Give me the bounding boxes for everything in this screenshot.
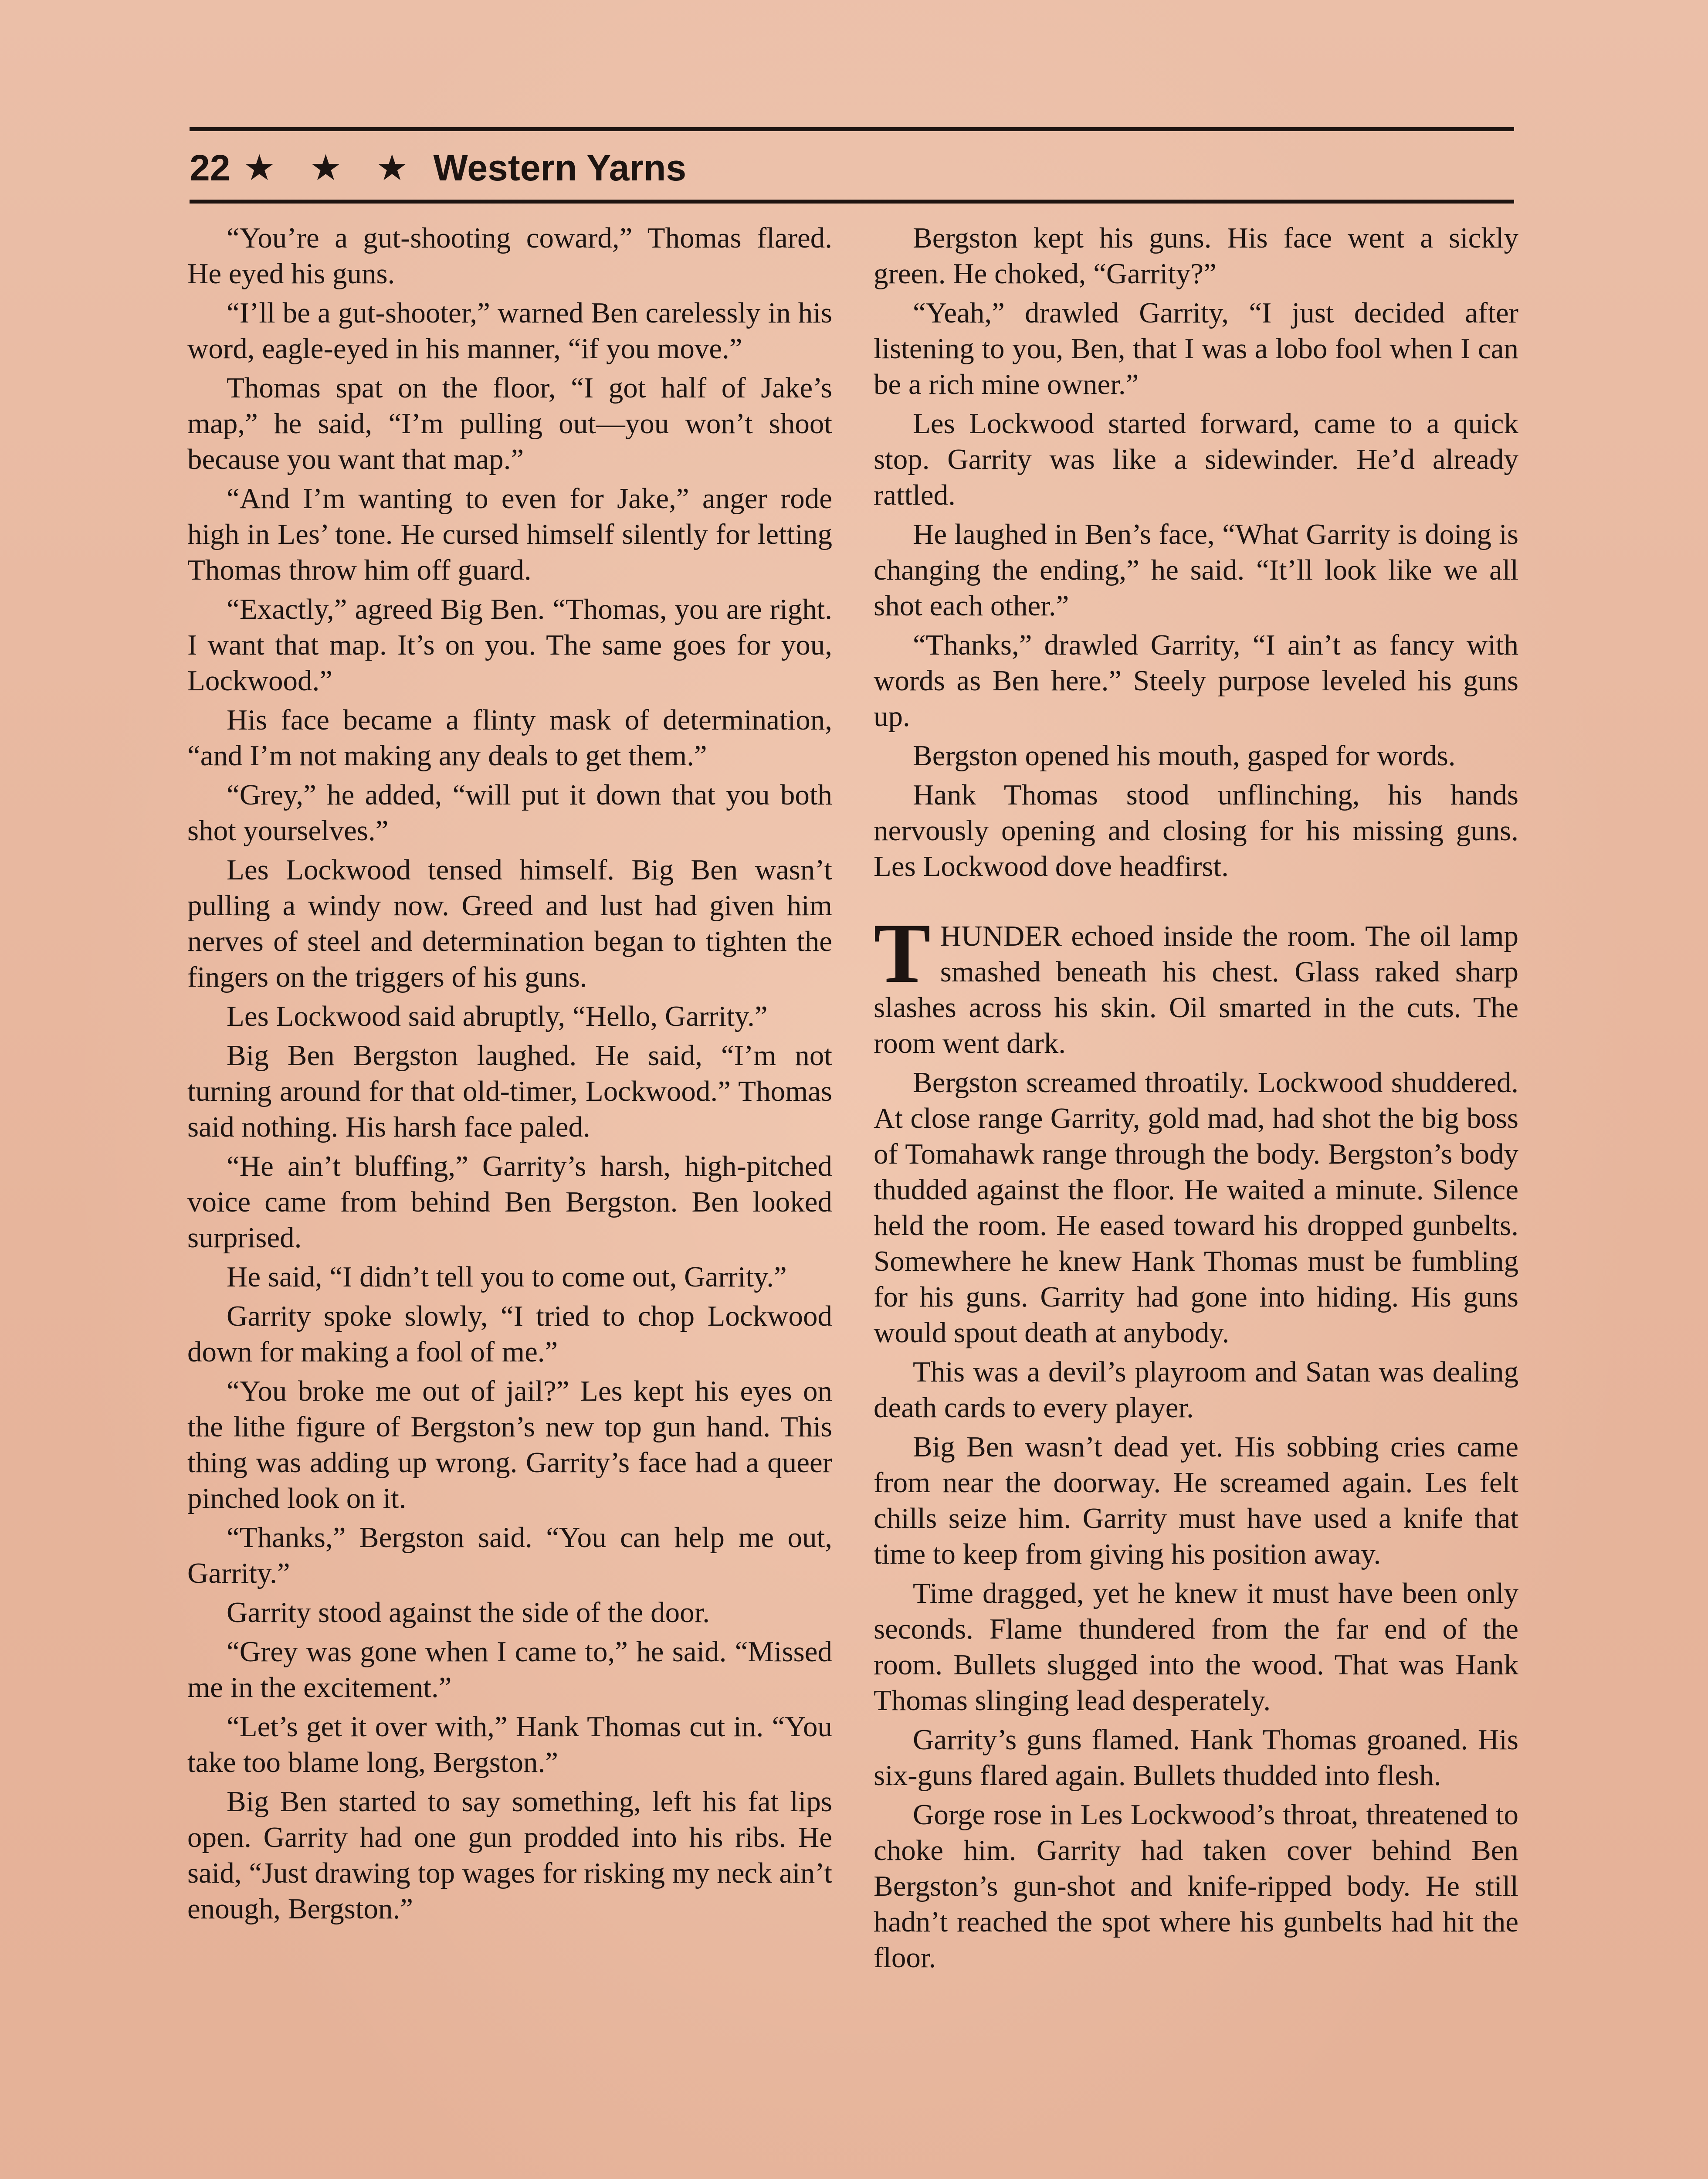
paragraph: “You broke me out of jail?” Les kept his eyes on the lithe figure of Bergston’s new top gun hand. This thing was adding up wrong. Garrity’s face had a queer pinched look on it.	[187, 1375, 832, 1514]
paragraph: Gorge rose in Les Lockwood’s throat, threatened to choke him. Garrity had taken cover behind Ben Bergston’s gun-shot and knife-ripped body. He still hadn’t reached the spot where his gunbelts had hit the floor.	[874, 1799, 1518, 1974]
paragraph: “Grey,” he added, “will put it down that you both shot yourselves.”	[187, 779, 832, 847]
paragraph: Garrity spoke slowly, “I tried to chop Lockwood down for making a fool of me.”	[187, 1300, 832, 1368]
paragraph: Garrity stood against the side of the door.	[227, 1596, 710, 1629]
paragraph: Big Ben started to say something, left his fat lips open. Garrity had one gun prodded into his ribs. He said, “Just drawing top wages for risking my neck ain’t enough, Bergston.”	[187, 1785, 832, 1925]
drop-cap-word-rest: HUNDER	[940, 920, 1062, 952]
paragraph: “Exactly,” agreed Big Ben. “Thomas, you are right. I want that map. It’s on you. The same goes for you, Lockwood.”	[187, 593, 832, 697]
paragraph: His face became a flinty mask of determination, “and I’m not making any deals to get them.”	[187, 704, 832, 772]
paragraph: Les Lockwood said abruptly, “Hello, Garrity.”	[227, 1000, 768, 1032]
paragraph: “Let’s get it over with,” Hank Thomas cut in. “You take too blame long, Bergston.”	[187, 1711, 832, 1778]
paragraph: “You’re a gut-shooting coward,” Thomas flared. He eyed his guns.	[187, 222, 832, 290]
paragraph: “Grey was gone when I came to,” he said. “Missed me in the excitement.”	[187, 1636, 832, 1704]
paragraph: Time dragged, yet he knew it must have been only seconds. Flame thundered from the far end of the room. Bullets slugged into the wood. That was Hank Thomas slinging lead desperately.	[874, 1577, 1518, 1717]
header-stars: ★ ★ ★	[243, 148, 420, 188]
paragraph: Big Ben Bergston laughed. He said, “I’m not turning around for that old-timer, Lockwood.” Thomas said nothing. His harsh face paled.	[187, 1039, 832, 1143]
paragraph: Big Ben wasn’t dead yet. His sobbing cries came from near the doorway. He screamed again. Les felt chills seize him. Garrity must have used a knife that time to keep from giving his position away.	[874, 1431, 1518, 1570]
paragraph: “Thanks,” drawled Garrity, “I ain’t as fancy with words as Ben here.” Steely purpose leveled his guns up.	[874, 629, 1518, 733]
paragraph: Bergston opened his mouth, gasped for words.	[913, 740, 1456, 772]
paragraph: “He ain’t bluffing,” Garrity’s harsh, high-pitched voice came from behind Ben Bergston. Ben looked surprised.	[187, 1150, 832, 1254]
page-number: 22	[190, 147, 230, 188]
paragraph: Thomas spat on the floor, “I got half of Jake’s map,” he said, “I’m pulling out—you won’t shoot because you want that map.”	[187, 372, 832, 475]
paragraph: He said, “I didn’t tell you to come out, Garrity.”	[227, 1261, 787, 1293]
paragraph: This was a devil’s playroom and Satan was dealing death cards to every player.	[874, 1356, 1518, 1424]
paragraph: Bergston kept his guns. His face went a sickly green. He choked, “Garrity?”	[874, 222, 1518, 290]
paragraph: Les Lockwood started forward, came to a quick stop. Garrity was like a sidewinder. He’d already rattled.	[874, 407, 1518, 511]
header-rule-top	[190, 127, 1514, 131]
paragraph: “I’ll be a gut-shooter,” warned Ben carelessly in his word, eagle-eyed in his manner, “if you move.”	[187, 297, 832, 365]
running-header	[190, 139, 686, 196]
paragraph: Hank Thomas stood unflinching, his hands nervously opening and closing for his missing guns. Les Lockwood dove headfirst.	[874, 779, 1518, 882]
magazine-title: Western Yarns	[433, 147, 687, 188]
left-column	[187, 220, 832, 1930]
paragraph: Bergston screamed throatily. Lockwood shuddered. At close range Garrity, gold mad, had shot the big boss of Tomahawk range through the body. Bergston’s body thudded against the floor. He waited a minute. Silence held the room. He eased toward his dropped gunbelts. Somewhere he knew Hank Thomas must be fumbling for his guns. Garrity had gone into hiding. His guns would spout death at anybody.	[874, 1066, 1518, 1349]
paragraph: “Thanks,” Bergston said. “You can help me out, Garrity.”	[187, 1521, 832, 1589]
paragraph: “Yeah,” drawled Garrity, “I just decided after listening to you, Ben, that I was a lobo fool when I can be a rich mine owner.”	[874, 297, 1518, 401]
opening-paragraph-text: echoed inside the room. The oil lamp smashed beneath his chest. Glass raked sharp slashes across his skin. Oil smarted in the cuts. The room went dark.	[874, 920, 1518, 1059]
section-opening-paragraph	[874, 906, 1518, 1061]
header-rule-bottom	[190, 200, 1514, 204]
paragraph: Garrity’s guns flamed. Hank Thomas groaned. His six-guns flared again. Bullets thudded into flesh.	[874, 1724, 1518, 1792]
paragraph: Les Lockwood tensed himself. Big Ben wasn’t pulling a windy now. Greed and lust had given him nerves of steel and determination began to tighten the fingers on the triggers of his guns.	[187, 854, 832, 993]
paragraph: “And I’m wanting to even for Jake,” anger rode high in Les’ tone. He cursed himself silently for letting Thomas throw him off guard.	[187, 482, 832, 586]
paragraph: He laughed in Ben’s face, “What Garrity is doing is changing the ending,” he said. “It’ll look like we all shot each other.”	[874, 518, 1518, 622]
right-column	[874, 220, 1518, 1979]
drop-cap: T	[874, 906, 931, 1001]
